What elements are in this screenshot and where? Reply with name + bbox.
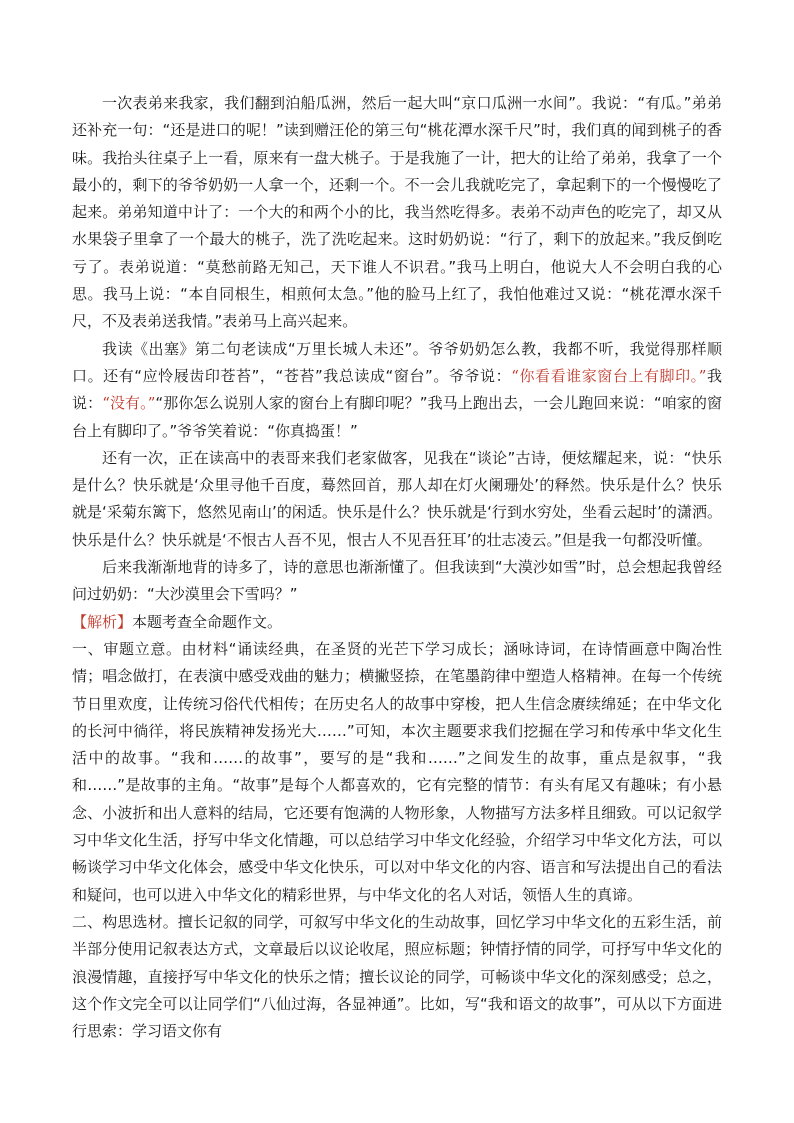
essay-paragraph-2-text-a: 我读《出塞》第二句老读成“万里长城人未还”。爷爷奶奶怎么教，我都不听，我觉得那样顺口。还有“应怜屐齿印苍苔”，“苍苔”我总读成“窗台”。爷爷说： [72, 339, 722, 385]
analysis-tag: 【解析】 [72, 612, 133, 631]
analysis-section-1: 一、审题立意。由材料“诵读经典，在圣贤的光芒下学习成长；涵咏诗词，在诗情画意中陶冶性情；唱念做打，在表演中感受戏曲的魅力；横撇竖捺，在笔墨韵律中塑造人格精神。在每一个传统节日里欢度，让传统习俗代代相传；在历史名人的故事中穿梭，把人生信念赓续绵延；在中华文化的长河中徜徉，将民族精神发扬光大……”可知，本次主题要求我们挖掘在学习和传承中华文化生活中的故事。“我和……的故事”，要写的是“我和……”之间发生的故事，重点是叙事，“我和……”是故事的主角。“故事”是每个人都喜欢的，它有完整的情节：有头有尾又有趣味；有小悬念、小波折和出人意料的结局，它还要有饱满的人物形象，人物描写方法多样且细致。可以记叙学习中华文化生活，抒写中华文化情趣，可以总结学习中华文化经验，介绍学习中华文化方法，可以畅谈学习中华文化体会，感受中华文化快乐，可以对中华文化的内容、语言和写法提出自己的看法和疑问，也可以进入中华文化的精彩世界，与中华文化的名人对话，领悟人生的真谛。 [72, 639, 722, 904]
essay-paragraph-2-quote-1: “你看看谁家窗台上有脚印。” [511, 366, 707, 385]
essay-paragraph-2-text-c: “那你怎么说别人家的窗台上有脚印呢？”我马上跑出去，一会儿跑回来说：“咱家的窗台上有脚印了。”爷爷笑着说：“你真捣蛋！” [72, 394, 722, 440]
essay-paragraph-1: 一次表弟来我家，我们翻到泊船瓜洲，然后一起大叫“京口瓜洲一水间”。我说：“有瓜。”弟弟还补充一句：“还是进口的呢！”读到赠汪伦的第三句“桃花潭水深千尺”时，我们真的闻到桃子的香味。我抬头往桌子上一看，原来有一盘大桃子。于是我施了一计，把大的让给了弟弟，我拿了一个最小的，剩下的爷爷奶奶一人拿一个，还剩一个。不一会儿我就吃完了，拿起剩下的一个慢慢吃了起来。弟弟知道中计了：一个大的和两个小的比，我当然吃得多。表弟不动声色的吃完了，却又从水果袋子里拿了一个最大的桃子，洗了洗吃起来。这时奶奶说：“行了，剩下的放起来。”我反倒吃亏了。表弟说道：“莫愁前路无知己，天下谁人不识君。”我马上明白，他说大人不会明白我的心思。我马上说：“本自同根生，相煎何太急。”他的脸马上红了，我怕他难过又说：“桃花潭水深千尺，不及表弟送我情。”表弟马上高兴起来。 [72, 94, 722, 331]
analysis-intro: 本题考查全命题作文。 [132, 612, 283, 631]
analysis-section-2: 二、构思选材。擅长记叙的同学，可叙写中华文化的生动故事，回忆学习中华文化的五彩生活，前半部分使用记叙表达方式，文章最后以议论收尾，照应标题；钟情抒情的同学，可抒写中华文化的浪漫情趣，直接抒写中华文化的快乐之情；擅长议论的同学，可畅谈中华文化的深刻感受；总之，这个作文完全可以让同学们“八仙过海，各显神通”。比如，写“我和语文的故事”，可从以下方面进行思索：学习语文你有 [72, 912, 722, 1041]
essay-paragraph-2-text-b: 我说： [72, 366, 722, 413]
essay-paragraph-2 [72, 336, 722, 445]
essay-paragraph-3: 还有一次，正在读高中的表哥来我们老家做客，见我在“谈论”古诗，便炫耀起来，说：“快乐是什么？快乐就是‘众里寻他千百度，蓦然回首，那人却在灯火阑珊处’的释然。快乐是什么？快乐就是‘采菊东篱下，悠然见南山’的闲适。快乐是什么？快乐就是‘行到水穷处，坐看云起时’的潇洒。快乐是什么？快乐就是‘不恨古人吾不见，恨古人不见吾狂耳’的壮志凌云。”但是我一句都没听懂。 [72, 448, 722, 549]
analysis-heading [72, 609, 722, 636]
essay-paragraph-2-quote-2: “没有。” [102, 394, 156, 413]
document-page [72, 90, 722, 1045]
essay-paragraph-4: 后来我渐渐地背的诗多了，诗的意思也渐渐懂了。但我读到“大漠沙如雪”时，总会想起我曾经问过奶奶：“大沙漠里会下雪吗？” [72, 558, 722, 604]
